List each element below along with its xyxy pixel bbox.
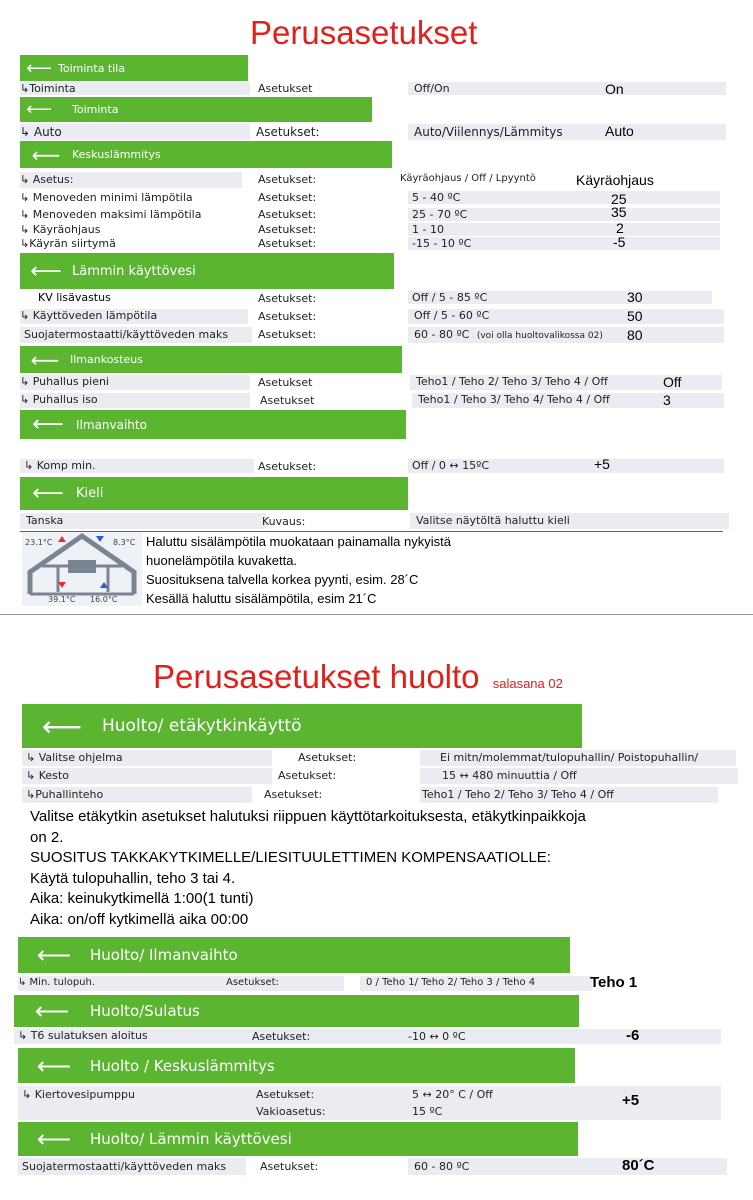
header-label: Huolto/ etäkytkinkäyttö [102,716,302,736]
row-setting: Asetukset: [258,292,317,305]
header-label: Keskuslämmitys [72,148,161,161]
row-range: 0 / Teho 1/ Teho 2/ Teho 3 / Teho 4 [360,976,592,991]
row-auto [20,124,720,140]
range-text: 60 - 80 ºC [414,328,470,341]
row-label: ↳Toiminta [20,82,250,95]
row-label: ↳ Kesto [22,768,272,784]
row-value: -6 [626,1027,640,1044]
row-setting: Kuvaus: [262,515,306,528]
row-range: Auto/Viilennys/Lämmitys [408,124,726,140]
row-label: ↳ Puhallus pieni [20,375,250,390]
row-setting: Asetukset: [298,751,357,764]
row-range: -10 ↔ 0 ºC [408,1030,466,1043]
row-puhallus-pieni [20,375,720,390]
row-label: Suojatermostaatti/käyttöveden maks [20,327,252,343]
header-label: Huolto/Sulatus [90,1002,200,1020]
header-label: Lämmin käyttövesi [72,263,196,279]
back-arrow-icon[interactable]: ⟵ [36,941,72,969]
header-huolto-sulatus[interactable] [14,995,579,1027]
header-label: Ilmankosteus [70,353,143,366]
row-range: -15 - 10 ºC [408,237,720,250]
row-label: ↳ Puhallus iso [20,393,250,408]
header-ilmankosteus[interactable] [20,346,402,373]
notes-block [146,532,451,608]
row-setting: Asetukset: [226,977,279,988]
row-label: Suojatermostaatti/käyttöveden maks [18,1158,246,1175]
header-toiminta[interactable] [20,97,372,122]
temp-bottom-right: 16.0°C [90,595,118,604]
row-kayran-siirtyma [20,234,720,251]
row-suojatermostaatti [20,327,720,343]
row-setting: Asetukset: [260,1160,319,1173]
header-lammin-kayttovesi[interactable] [20,253,394,289]
row-value: 35 [611,204,627,220]
row-value: 50 [627,308,643,324]
row-range: 5 - 40 ºC [408,191,720,204]
row-suojatermostaatti-huolto [18,1158,721,1175]
password-hint: salasana 02 [492,676,563,691]
row-setting: Asetukset: [258,328,317,341]
info-line: Käytä tulopuhallin, teho 3 tai 4. [30,869,236,887]
row-setting: Asetukset: [256,125,320,139]
range-note: (voi olla huoltovalikossa 02) [476,331,603,341]
temp-bottom-left: 39.1°C [48,595,76,604]
row-menovesi-min [20,191,720,205]
temp-top-left: 23.1°C [25,538,53,547]
row-range: Teho1 / Teho 3/ Teho 4/ Teho 4 / Off [412,393,724,408]
row-label: ↳ Auto [20,124,250,140]
row-label: ↳ Menoveden maksimi lämpötila [20,208,202,221]
row-label: ↳ Menoveden minimi lämpötila [20,191,193,204]
row-setting: Asetukset: [258,237,317,250]
section-divider [0,614,753,615]
row-label: ↳ Komp min. [20,459,254,473]
header-label: Kieli [76,486,104,501]
row-range: Off / 0 ↔ 15ºC [408,459,724,473]
row-default-value: 15 ºC [412,1105,443,1118]
row-puhallus-iso [20,393,720,408]
temp-top-right: 8.3°C [113,538,136,547]
header-label: Huolto/ Ilmanvaihto [90,946,238,964]
row-value: 25 [611,191,627,207]
row-label: ↳Puhallinteho [22,787,252,803]
row-setting: Asetukset: [256,1088,315,1101]
row-setting: Asetukset: [258,173,317,186]
row-value: 30 [627,289,643,305]
header-label: Huolto/ Lämmin käyttövesi [90,1130,292,1148]
header-label: Toiminta tila [58,61,126,75]
row-value: +5 [622,1092,640,1109]
title-text: Perusasetukset huolto [153,658,480,695]
row-value: Käyräohjaus [576,172,654,188]
row-kiertovesipumppu [18,1086,721,1120]
back-arrow-icon[interactable]: ⟵ [30,258,62,284]
row-setting: Asetukset: [258,191,317,204]
note-line: Kesällä haluttu sisälämpötila, esim 21´C [146,591,377,606]
row-puhallinteho [22,787,722,803]
row-setting: Asetukset: [252,1030,311,1043]
row-setting: Asetukset: [258,310,317,323]
row-value: Auto [605,123,634,139]
header-huolto-etakytkin[interactable] [22,704,582,748]
header-keskuslammitys[interactable] [20,141,392,168]
row-range: 60 - 80 ºC [408,1158,727,1175]
row-label: ↳ Min. tulopuh. [18,976,344,991]
row-setting: Asetukset: [258,460,317,473]
header-toiminta-tila[interactable] [20,55,248,81]
info-line: Aika: keinukytkimellä 1:00(1 tunti) [30,890,254,907]
row-label: ↳ Kiertovesipumppu [22,1088,135,1101]
page-title-huolto [153,658,563,696]
row-range: Käyräohjaus / Off / Lpyyntö [400,173,536,184]
header-huolto-ilmanvaihto[interactable] [18,937,570,973]
header-ilmanvaihto[interactable] [20,410,406,439]
row-value: -5 [613,234,626,250]
row-label: ↳ T6 sulatuksen aloitus [14,1029,721,1044]
row-value: 80 [627,327,643,343]
header-huolto-lammin-kayttovesi[interactable] [18,1122,578,1156]
row-label: ↳ Käyttöveden lämpötila [20,309,248,324]
row-range: Off/On [408,82,726,95]
info-line: on 2. [30,828,64,846]
row-range: Valitse näytöltä haluttu kieli [410,513,729,529]
row-range: 25 - 70 ºC [408,208,720,221]
note-line: huonelämpötila kuvaketta. [146,553,298,568]
row-range: 15 ↔ 480 minuuttia / Off [420,768,738,784]
back-arrow-icon[interactable]: ⟵ [41,709,83,743]
back-arrow-icon[interactable]: ⟵ [26,99,52,120]
row-range: Ei mitn/molemmat/tulopuhallin/ Poistopuhallin/ [420,750,736,766]
note-line: Suosituksena talvella korkea pyynti, esim. 28´C [146,572,419,587]
row-t6 [14,1029,717,1044]
row-setting: Asetukset: [258,223,317,236]
row-range: Teho1 / Teho 2/ Teho 3/ Teho 4 / Off [410,375,722,390]
row-label: Tanska [20,513,266,529]
row-label: ↳ Käyräohjaus [20,223,101,236]
info-line: SUOSITUS TAKKAKYTKIMELLE/LIESITUULETTIMEN KOMPENSAATIOLLE: [30,849,551,866]
back-arrow-icon[interactable]: ⟵ [36,1125,72,1153]
row-menovesi-max [20,204,720,222]
header-label: Huolto / Keskuslämmitys [90,1056,275,1075]
back-arrow-icon[interactable]: ⟵ [30,347,60,372]
info-block [30,807,586,930]
row-range: Off / 5 - 85 ºC [408,291,712,304]
header-label: Ilmanvaihto [76,417,147,432]
row-asetus [20,172,720,188]
note-line: Haluttu sisälämpötila muokataan painamalla nykyistä [146,534,451,549]
house-temperature-widget[interactable] [22,532,142,606]
row-setting: Asetukset [258,82,313,95]
row-min-tulopuh [18,976,718,991]
row-toiminta [20,82,720,96]
row-label: ↳ Asetus: [20,172,242,188]
row-kayttoveden-lampotila [20,309,720,324]
row-range: 1 - 10 [408,223,720,236]
row-kv-lisavastus [20,291,720,305]
row-setting: Asetukset [258,376,313,389]
row-setting: Asetukset: [278,769,337,782]
back-arrow-icon[interactable]: ⟵ [31,142,61,167]
row-label: ↳Käyrän siirtymä [20,237,116,250]
row-setting: Asetukset [260,394,315,407]
header-kieli[interactable] [20,477,408,510]
back-arrow-icon[interactable]: ⟵ [34,997,70,1025]
header-label: Toiminta [72,103,119,116]
row-komp-min [20,456,720,473]
page-title: Perusasetukset [250,14,478,51]
back-arrow-icon[interactable]: ⟵ [32,412,64,437]
row-value: 3 [663,392,671,408]
row-range [408,327,724,343]
row-value: Teho 1 [590,974,638,991]
row-value: 80´C [622,1157,655,1174]
info-line: Valitse etäkytkin asetukset halutuksi riippuen käyttötarkoituksesta, etäkytkinpaikkoja [30,808,586,825]
back-arrow-icon[interactable]: ⟵ [32,481,64,506]
row-value: +5 [594,456,610,472]
row-label: ↳ Valitse ohjelma [22,750,272,766]
row-value: Off [663,374,682,390]
row-tanska [20,513,723,532]
row-valitse-ohjelma [22,750,722,766]
back-arrow-icon[interactable]: ⟵ [26,57,52,79]
header-huolto-keskuslammitys[interactable] [18,1048,578,1083]
row-default-label: Vakioasetus: [256,1105,326,1118]
row-kesto [22,768,722,784]
row-value: 2 [616,220,624,236]
row-setting: Asetukset: [258,208,317,221]
row-setting: Asetukset: [264,788,323,801]
row-label: KV lisävastus [38,291,111,304]
info-line: Aika: on/off kytkimellä aika 00:00 [30,910,249,928]
row-value: On [605,81,624,97]
row-range: Off / 5 - 60 ºC [408,309,724,324]
row-range: 5 ↔ 20° C / Off [412,1088,493,1101]
back-arrow-icon[interactable]: ⟵ [36,1051,72,1080]
row-range: Teho1 / Teho 2/ Teho 3/ Teho 4 / Off [420,787,718,803]
